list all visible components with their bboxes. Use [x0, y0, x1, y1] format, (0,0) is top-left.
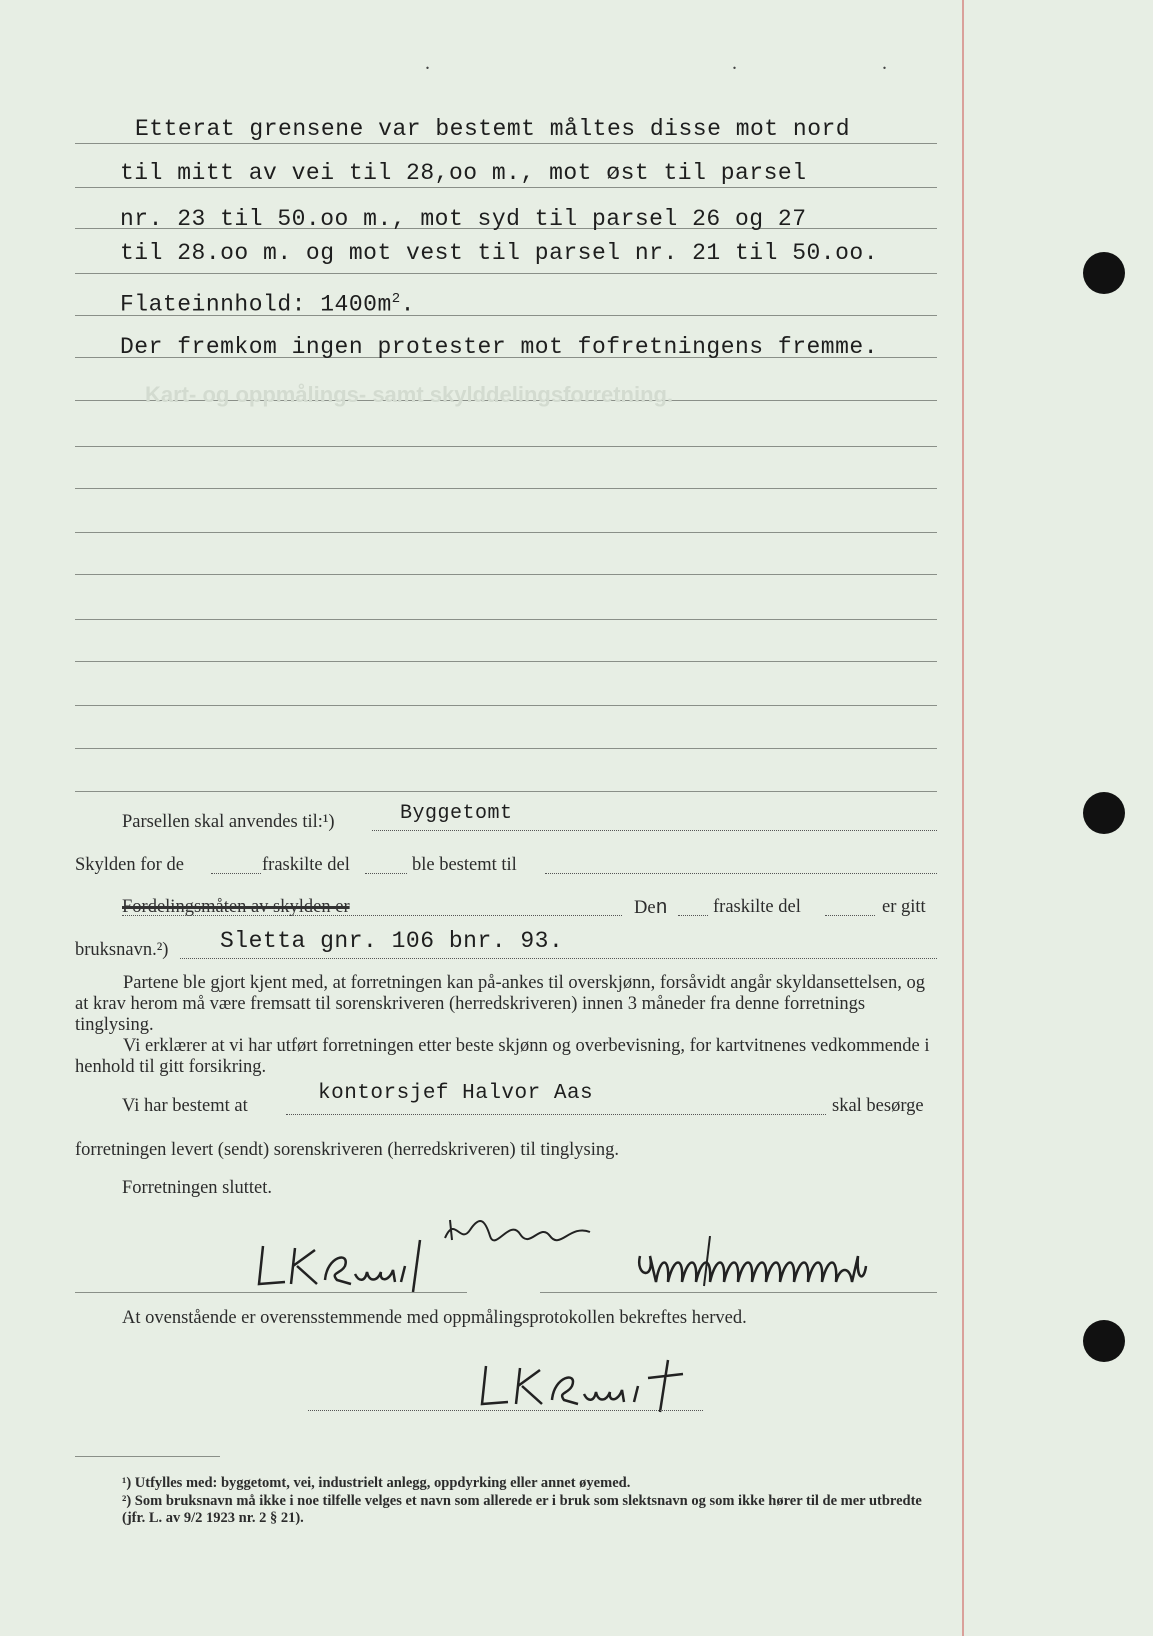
tax-label-2: fraskilte del [262, 855, 350, 875]
footnote-2: ²) Som bruksnavn må ikke i noe tilfelle velges et navn som allerede er i bruk som slektsnavn og som ikke hører til de mer utbredte (jfr. L. av 9/2 1923 nr. 2 § 21). [122, 1493, 922, 1526]
footnote-1: ¹) Utfylles med: byggetomt, vei, industrielt anlegg, oppdyrking eller annet øyemed. [122, 1475, 631, 1491]
area-line [120, 291, 415, 318]
closed-line: Forretningen sluttet. [122, 1178, 273, 1198]
delegate-value: kontorsjef Halvor Aas [318, 1082, 594, 1105]
ruled-line [75, 446, 937, 447]
ruled-line [75, 791, 937, 792]
appeal-paragraph [75, 973, 937, 1036]
confirmation-signature-line [308, 1410, 703, 1411]
tax-dots [678, 915, 708, 916]
ruled-line [75, 143, 937, 144]
ruled-line [75, 748, 937, 749]
tax-dots [545, 873, 937, 874]
tax-dots [365, 873, 407, 874]
struck-text: Fordelingsmåten av skylden er [122, 897, 350, 917]
signature-confirmation [478, 1356, 708, 1416]
signature-small [440, 1210, 600, 1250]
confirmation-line: At ovenstående er overensstemmende med oppmålingsprotokollen bekreftes herved. [122, 1308, 747, 1328]
tax-label-5: fraskilte del [713, 897, 801, 917]
signature-right [630, 1236, 890, 1296]
punch-hole-bottom [1083, 1320, 1125, 1362]
tax-label-4-print: De [634, 898, 656, 918]
margin-rule [962, 0, 964, 1636]
bruksnavn-label: bruksnavn.²) [75, 940, 169, 960]
bruksnavn-dots [180, 958, 937, 959]
delegate-suffix: skal besørge [832, 1096, 924, 1116]
appeal-text: Partene ble gjort kjent med, at forretningen kan på-ankes til overskjønn, forsåvidt angår skyldansettelsen, og at krav herom må være fremsatt til sorenskriveren (herredskriveren) innen 3 måneder fra denne forretnings tinglysing. [75, 973, 925, 1035]
header-mark: . [425, 52, 430, 74]
delegate-dots [286, 1114, 826, 1115]
footnote-rule [75, 1456, 220, 1457]
protest-line: Der fremkom ingen protester mot fofretningens fremme. [120, 334, 879, 360]
signature-left [255, 1236, 445, 1296]
delegate-prefix: Vi har bestemt at [122, 1096, 248, 1116]
tax-label-1: Skylden for de [75, 855, 184, 875]
declaration-paragraph [75, 1036, 937, 1078]
ruled-line [75, 187, 937, 188]
signature-line-left [75, 1292, 467, 1293]
use-label: Parsellen skal anvendes til:¹) [122, 812, 335, 832]
use-dotted-line [372, 830, 937, 831]
bruksnavn-value: Sletta gnr. 106 bnr. 93. [220, 928, 564, 954]
tax-dots [825, 915, 875, 916]
ruled-line [75, 574, 937, 575]
ruled-line [75, 619, 937, 620]
punch-hole-top [1083, 252, 1125, 294]
ruled-line [75, 705, 937, 706]
area-suffix: . [400, 291, 415, 318]
struck-dots [122, 915, 622, 916]
ruled-line [75, 532, 937, 533]
tax-label-4-handwritten: n [655, 897, 668, 920]
declaration-text: Vi erklærer at vi har utført forretningen etter beste skjønn og overbevisning, for kartvitnenes vedkommende i henhold til gitt forsikring. [75, 1036, 930, 1077]
body-line: til mitt av vei til 28,oo m., mot øst til parsel [120, 160, 807, 186]
header-mark: . [732, 52, 737, 74]
tax-label-6: er gitt [882, 897, 926, 917]
punch-hole-middle [1083, 792, 1125, 834]
body-line: nr. 23 til 50.oo m., mot syd til parsel 26 og 27 [120, 206, 807, 232]
tax-label-3: ble bestemt til [412, 855, 517, 875]
delivery-line: forretningen levert (sendt) sorenskriveren (herredskriveren) til tinglysing. [75, 1140, 620, 1160]
header-mark: . [882, 52, 887, 74]
use-value: Byggetomt [400, 802, 513, 825]
ruled-line [75, 488, 937, 489]
body-line: Etterat grensene var bestemt måltes disse mot nord [135, 116, 851, 142]
area-label: Flateinnhold: 1400m [120, 291, 392, 318]
tax-label-4 [634, 897, 668, 920]
ruled-line [75, 661, 937, 662]
ruled-line [75, 273, 937, 274]
faded-heading: Kart- og oppmålings- samt skylddelingsforretning. [145, 382, 674, 407]
tax-dots [211, 873, 261, 874]
body-line: til 28.oo m. og mot vest til parsel nr. 21 til 50.oo. [120, 240, 879, 266]
area-superscript: 2 [391, 291, 401, 307]
signature-line-right [540, 1292, 937, 1293]
